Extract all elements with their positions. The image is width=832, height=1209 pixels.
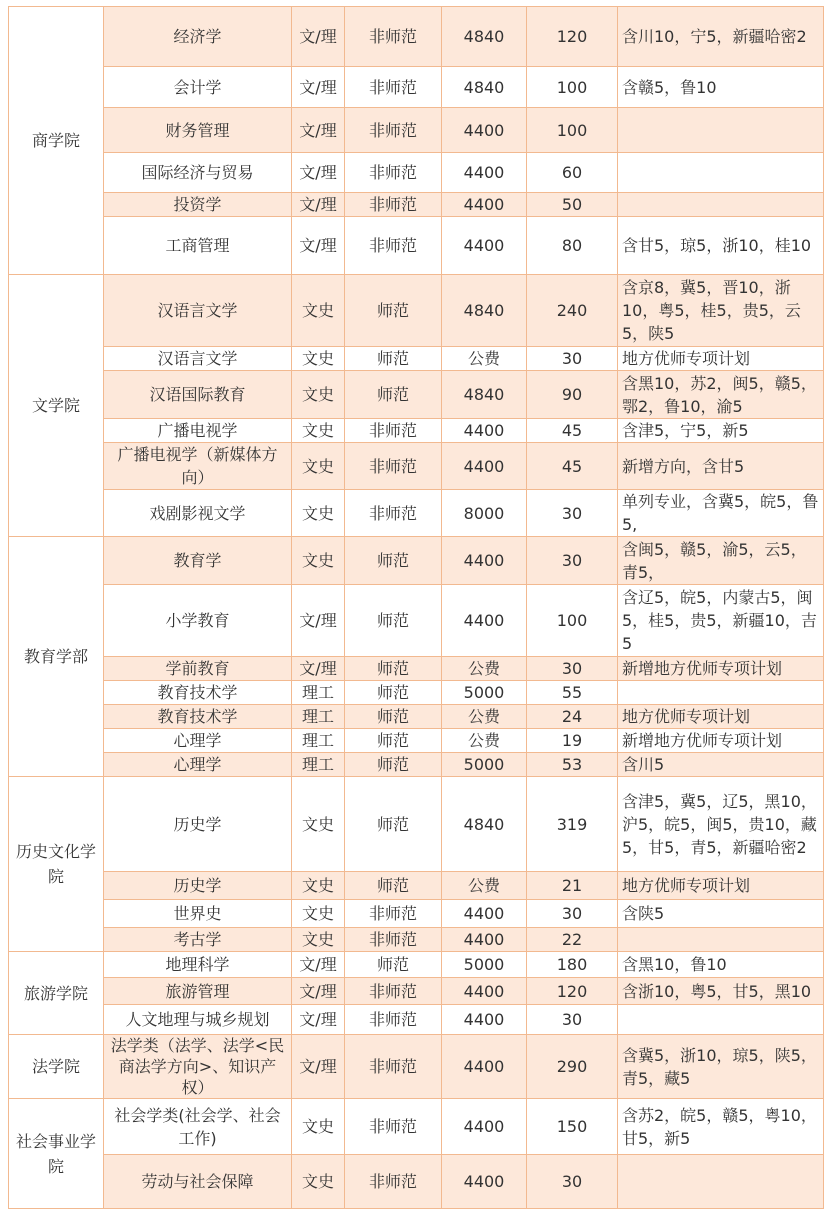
tuition-cell: 4840: [442, 275, 527, 347]
quota-cell: 290: [527, 1035, 618, 1099]
note-cell: 单列专业，含冀5，皖5，鲁5,: [618, 490, 824, 537]
tuition-cell: 公费: [442, 657, 527, 681]
major-cell: 广播电视学（新媒体方向）: [104, 443, 292, 490]
quota-cell: 90: [527, 371, 618, 419]
tuition-cell: 8000: [442, 490, 527, 537]
teacher-type-cell: 师范: [345, 777, 442, 872]
note-cell: [618, 108, 824, 153]
note-cell: 新增方向，含甘5: [618, 443, 824, 490]
tuition-cell: 4400: [442, 1005, 527, 1035]
table-row: [9, 978, 824, 1005]
note-cell: 新增地方优师专项计划: [618, 657, 824, 681]
note-cell: 含川10，宁5，新疆哈密2: [618, 7, 824, 67]
teacher-type-cell: 师范: [345, 537, 442, 585]
note-cell: 含川5: [618, 753, 824, 777]
quota-cell: 80: [527, 217, 618, 275]
table-row: [9, 753, 824, 777]
quota-cell: 30: [527, 1155, 618, 1209]
table-row: [9, 217, 824, 275]
quota-cell: 100: [527, 67, 618, 108]
teacher-type-cell: 非师范: [345, 1099, 442, 1155]
note-cell: 含津5，冀5，辽5，黑10，沪5，皖5，闽5，贵10，藏5，甘5，青5，新疆哈密2: [618, 777, 824, 872]
teacher-type-cell: 师范: [345, 657, 442, 681]
subject-cell: 文/理: [292, 7, 345, 67]
tuition-cell: 4400: [442, 153, 527, 193]
note-cell: 地方优师专项计划: [618, 705, 824, 729]
major-cell: 投资学: [104, 193, 292, 217]
major-cell: 汉语国际教育: [104, 371, 292, 419]
note-cell: [618, 1005, 824, 1035]
tuition-cell: 公费: [442, 872, 527, 900]
tuition-cell: 4840: [442, 7, 527, 67]
teacher-type-cell: 师范: [345, 681, 442, 705]
note-cell: 含苏2，皖5，赣5，粤10，甘5，新5: [618, 1099, 824, 1155]
college-name-cell: 历史文化学院: [9, 777, 104, 952]
tuition-cell: 4400: [442, 900, 527, 928]
enrollment-plan-table: [8, 6, 824, 1209]
table-row: [9, 1155, 824, 1209]
major-cell: 历史学: [104, 872, 292, 900]
major-cell: 国际经济与贸易: [104, 153, 292, 193]
table-row: [9, 1035, 824, 1099]
note-cell: [618, 153, 824, 193]
quota-cell: 30: [527, 347, 618, 371]
quota-cell: 30: [527, 537, 618, 585]
subject-cell: 文/理: [292, 952, 345, 978]
table-row: [9, 490, 824, 537]
tuition-cell: 5000: [442, 952, 527, 978]
tuition-cell: 5000: [442, 681, 527, 705]
tuition-cell: 4400: [442, 1035, 527, 1099]
major-cell: 广播电视学: [104, 419, 292, 443]
major-cell: 汉语言文学: [104, 347, 292, 371]
table-row: [9, 347, 824, 371]
major-cell: 会计学: [104, 67, 292, 108]
subject-cell: 文史: [292, 371, 345, 419]
quota-cell: 30: [527, 1005, 618, 1035]
tuition-cell: 4400: [442, 1099, 527, 1155]
tuition-cell: 4400: [442, 217, 527, 275]
subject-cell: 文史: [292, 490, 345, 537]
subject-cell: 文/理: [292, 978, 345, 1005]
table-row: [9, 681, 824, 705]
teacher-type-cell: 师范: [345, 872, 442, 900]
subject-cell: 文/理: [292, 108, 345, 153]
major-cell: 小学教育: [104, 585, 292, 657]
note-cell: 含赣5，鲁10: [618, 67, 824, 108]
major-cell: 心理学: [104, 729, 292, 753]
tuition-cell: 公费: [442, 705, 527, 729]
note-cell: [618, 681, 824, 705]
major-cell: 教育学: [104, 537, 292, 585]
note-cell: 含冀5，浙10，琼5，陕5，青5，藏5: [618, 1035, 824, 1099]
subject-cell: 理工: [292, 729, 345, 753]
teacher-type-cell: 师范: [345, 275, 442, 347]
teacher-type-cell: 非师范: [345, 900, 442, 928]
subject-cell: 文史: [292, 777, 345, 872]
tuition-cell: 4400: [442, 978, 527, 1005]
table-row: [9, 419, 824, 443]
teacher-type-cell: 非师范: [345, 7, 442, 67]
major-cell: 社会学类(社会学、社会工作): [104, 1099, 292, 1155]
subject-cell: 文史: [292, 1099, 345, 1155]
note-cell: [618, 193, 824, 217]
table-row: [9, 7, 824, 67]
table-row: [9, 153, 824, 193]
note-cell: 含津5，宁5，新5: [618, 419, 824, 443]
tuition-cell: 4400: [442, 443, 527, 490]
note-cell: 含陕5: [618, 900, 824, 928]
major-cell: 历史学: [104, 777, 292, 872]
quota-cell: 60: [527, 153, 618, 193]
subject-cell: 文/理: [292, 585, 345, 657]
table-row: [9, 777, 824, 872]
table-row: [9, 705, 824, 729]
quota-cell: 30: [527, 657, 618, 681]
subject-cell: 文/理: [292, 153, 345, 193]
subject-cell: 理工: [292, 705, 345, 729]
quota-cell: 30: [527, 900, 618, 928]
quota-cell: 50: [527, 193, 618, 217]
note-cell: 地方优师专项计划: [618, 347, 824, 371]
subject-cell: 文史: [292, 537, 345, 585]
major-cell: 旅游管理: [104, 978, 292, 1005]
note-cell: [618, 1155, 824, 1209]
subject-cell: 理工: [292, 753, 345, 777]
teacher-type-cell: 非师范: [345, 1035, 442, 1099]
subject-cell: 文史: [292, 872, 345, 900]
tuition-cell: 5000: [442, 753, 527, 777]
table-row: [9, 657, 824, 681]
teacher-type-cell: 非师范: [345, 928, 442, 952]
quota-cell: 120: [527, 978, 618, 1005]
subject-cell: 文/理: [292, 67, 345, 108]
subject-cell: 文/理: [292, 217, 345, 275]
major-cell: 财务管理: [104, 108, 292, 153]
table-row: [9, 537, 824, 585]
tuition-cell: 4400: [442, 1155, 527, 1209]
college-name-cell: 教育学部: [9, 537, 104, 777]
quota-cell: 22: [527, 928, 618, 952]
tuition-cell: 4840: [442, 371, 527, 419]
quota-cell: 100: [527, 585, 618, 657]
major-cell: 人文地理与城乡规划: [104, 1005, 292, 1035]
teacher-type-cell: 师范: [345, 371, 442, 419]
note-cell: 含浙10，粤5，甘5，黑10: [618, 978, 824, 1005]
teacher-type-cell: 非师范: [345, 217, 442, 275]
teacher-type-cell: 非师范: [345, 490, 442, 537]
tuition-cell: 4400: [442, 108, 527, 153]
note-cell: 含甘5，琼5，浙10，桂10: [618, 217, 824, 275]
major-cell: 劳动与社会保障: [104, 1155, 292, 1209]
major-cell: 戏剧影视文学: [104, 490, 292, 537]
table-row: [9, 371, 824, 419]
subject-cell: 文史: [292, 443, 345, 490]
quota-cell: 120: [527, 7, 618, 67]
teacher-type-cell: 非师范: [345, 153, 442, 193]
quota-cell: 100: [527, 108, 618, 153]
major-cell: 心理学: [104, 753, 292, 777]
quota-cell: 30: [527, 490, 618, 537]
note-cell: [618, 928, 824, 952]
teacher-type-cell: 非师范: [345, 108, 442, 153]
table-row: [9, 585, 824, 657]
table-row: [9, 729, 824, 753]
major-cell: 教育技术学: [104, 681, 292, 705]
teacher-type-cell: 师范: [345, 347, 442, 371]
tuition-cell: 公费: [442, 729, 527, 753]
college-name-cell: 文学院: [9, 275, 104, 537]
major-cell: 经济学: [104, 7, 292, 67]
tuition-cell: 4840: [442, 777, 527, 872]
note-cell: 含辽5，皖5，内蒙古5，闽5，桂5，贵5，新疆10，吉5: [618, 585, 824, 657]
teacher-type-cell: 非师范: [345, 1005, 442, 1035]
note-cell: 地方优师专项计划: [618, 872, 824, 900]
major-cell: 法学类（法学、法学<民商法学方向>、知识产权）: [104, 1035, 292, 1099]
teacher-type-cell: 非师范: [345, 419, 442, 443]
college-name-cell: 社会事业学院: [9, 1099, 104, 1209]
college-name-cell: 商学院: [9, 7, 104, 275]
subject-cell: 文史: [292, 928, 345, 952]
subject-cell: 文/理: [292, 1005, 345, 1035]
table-row: [9, 1099, 824, 1155]
teacher-type-cell: 非师范: [345, 193, 442, 217]
note-cell: 含黑10，鲁10: [618, 952, 824, 978]
teacher-type-cell: 师范: [345, 729, 442, 753]
major-cell: 考古学: [104, 928, 292, 952]
teacher-type-cell: 非师范: [345, 978, 442, 1005]
tuition-cell: 4840: [442, 67, 527, 108]
tuition-cell: 4400: [442, 193, 527, 217]
quota-cell: 19: [527, 729, 618, 753]
table-row: [9, 928, 824, 952]
subject-cell: 文史: [292, 419, 345, 443]
tuition-cell: 4400: [442, 419, 527, 443]
college-name-cell: 法学院: [9, 1035, 104, 1099]
quota-cell: 180: [527, 952, 618, 978]
quota-cell: 150: [527, 1099, 618, 1155]
table-row: [9, 900, 824, 928]
quota-cell: 240: [527, 275, 618, 347]
teacher-type-cell: 师范: [345, 753, 442, 777]
subject-cell: 文/理: [292, 1035, 345, 1099]
table-row: [9, 443, 824, 490]
subject-cell: 文/理: [292, 193, 345, 217]
tuition-cell: 4400: [442, 928, 527, 952]
teacher-type-cell: 非师范: [345, 1155, 442, 1209]
quota-cell: 45: [527, 419, 618, 443]
note-cell: 含京8，冀5，晋10，浙10，粤5，桂5，贵5，云5，陕5: [618, 275, 824, 347]
table-row: [9, 952, 824, 978]
table-row: [9, 193, 824, 217]
subject-cell: 理工: [292, 681, 345, 705]
tuition-cell: 4400: [442, 585, 527, 657]
teacher-type-cell: 师范: [345, 585, 442, 657]
quota-cell: 55: [527, 681, 618, 705]
major-cell: 汉语言文学: [104, 275, 292, 347]
note-cell: 含黑10，苏2，闽5，赣5，鄂2，鲁10，渝5: [618, 371, 824, 419]
teacher-type-cell: 非师范: [345, 67, 442, 108]
tuition-cell: 4400: [442, 537, 527, 585]
quota-cell: 53: [527, 753, 618, 777]
subject-cell: 文史: [292, 900, 345, 928]
table-row: [9, 275, 824, 347]
table-row: [9, 108, 824, 153]
table-row: [9, 872, 824, 900]
tuition-cell: 公费: [442, 347, 527, 371]
major-cell: 学前教育: [104, 657, 292, 681]
subject-cell: 文/理: [292, 657, 345, 681]
major-cell: 工商管理: [104, 217, 292, 275]
quota-cell: 319: [527, 777, 618, 872]
college-name-cell: 旅游学院: [9, 952, 104, 1035]
teacher-type-cell: 非师范: [345, 443, 442, 490]
quota-cell: 24: [527, 705, 618, 729]
quota-cell: 21: [527, 872, 618, 900]
major-cell: 教育技术学: [104, 705, 292, 729]
table-row: [9, 67, 824, 108]
teacher-type-cell: 师范: [345, 705, 442, 729]
teacher-type-cell: 师范: [345, 952, 442, 978]
subject-cell: 文史: [292, 275, 345, 347]
major-cell: 世界史: [104, 900, 292, 928]
subject-cell: 文史: [292, 1155, 345, 1209]
quota-cell: 45: [527, 443, 618, 490]
subject-cell: 文史: [292, 347, 345, 371]
note-cell: 新增地方优师专项计划: [618, 729, 824, 753]
note-cell: 含闽5，赣5，渝5，云5，青5，: [618, 537, 824, 585]
major-cell: 地理科学: [104, 952, 292, 978]
table-row: [9, 1005, 824, 1035]
